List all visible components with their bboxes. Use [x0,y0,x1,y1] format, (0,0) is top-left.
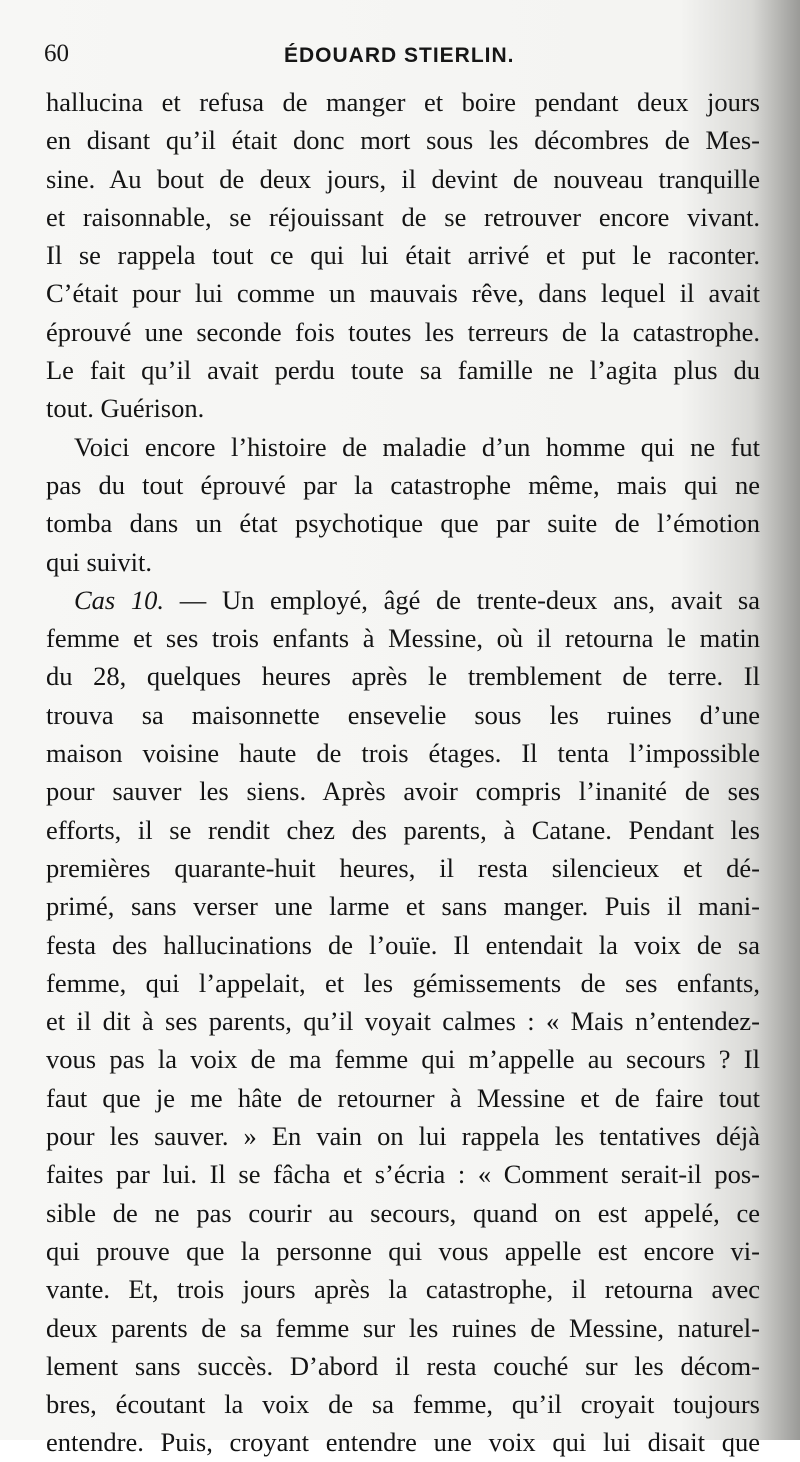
text-line: et raisonnable, se réjouissant de se retrouver encore vivant. [46,201,760,232]
text-line: vante. Et, trois jours après la catastrophe, il retourna avec [46,1274,760,1305]
text-line: trouva sa maisonnette ensevelie sous les ruines d’une [46,699,760,730]
text-line: femme, qui l’appelait, et les gémissements de ses enfants, [46,967,760,998]
text-line: tout. Guérison. [46,393,205,424]
text-line: Il se rappela tout ce qui lui était arrivé et put le raconter. [46,240,760,271]
text-line: Voici encore l’histoire de maladie d’un homme qui ne fut [74,431,760,462]
text-line: femme et ses trois enfants à Messine, où il retourna le matin [46,623,760,654]
body-text [46,83,760,1462]
text-line: sine. Au bout de deux jours, il devint de nouveau tranquille [46,163,760,194]
text-line: et il dit à ses parents, qu’il voyait calmes : « Mais n’entendez- [46,1006,760,1037]
text-line: en disant qu’il était donc mort sous les décombres de Mes- [46,125,760,156]
text-line: festa des hallucinations de l’ouïe. Il entendait la voix de sa [46,929,760,960]
case-label: Cas 10. [74,584,165,615]
text-line: hallucina et refusa de manger et boire pendant deux jours [46,87,760,117]
text-line: entendre. Puis, croyant entendre une voix qui lui disait que [46,1427,760,1458]
text-line: qui suivit. [46,546,153,577]
page-header [44,40,744,76]
page-number: 60 [44,40,69,67]
text-line: premières quarante-huit heures, il resta silencieux et dé- [46,852,760,883]
text-line: qui prouve que la personne qui vous appelle est encore vi- [46,1235,760,1266]
text-line: bres, écoutant la voix de sa femme, qu’il croyait toujours [46,1389,760,1420]
text-line: vous pas la voix de ma femme qui m’appelle au secours ? Il [46,1044,760,1075]
running-head: ÉDOUARD STIERLIN. [284,44,515,67]
text-line: pour les sauver. » En vain on lui rappela les tentatives déjà [46,1121,760,1152]
case-heading-line: Cas 10. — Un employé, âgé de trente-deux ans, avait sa [74,584,760,615]
text-line: pas du tout éprouvé par la catastrophe même, mais qui ne [46,469,760,500]
text-line: deux parents de sa femme sur les ruines de Messine, naturel- [46,1312,760,1343]
text-line: faites par lui. Il se fâcha et s’écria : « Comment serait-il pos- [46,1159,760,1190]
text-line: pour sauver les siens. Après avoir compris l’inanité de ses [46,776,760,807]
text-line: primé, sans verser une larme et sans manger. Puis il mani- [46,891,760,922]
text-line: lement sans succès. D’abord il resta couché sur les décom- [46,1350,760,1381]
text-line: tomba dans un état psychotique que par suite de l’émotion [46,508,760,539]
text-line: faut que je me hâte de retourner à Messine et de faire tout [46,1082,760,1113]
text-line: éprouvé une seconde fois toutes les terreurs de la catastrophe. [46,316,760,347]
text-line: sible de ne pas courir au secours, quand on est appelé, ce [46,1197,760,1228]
text-line: du 28, quelques heures après le tremblement de terre. Il [46,661,760,692]
text-line: C’était pour lui comme un mauvais rêve, dans lequel il avait [46,278,760,309]
text-line: maison voisine haute de trois étages. Il tenta l’impossible [46,738,760,769]
text-line: efforts, il se rendit chez des parents, à Catane. Pendant les [46,814,760,845]
text-line: Le fait qu’il avait perdu toute sa famille ne l’agita plus du [46,355,760,386]
